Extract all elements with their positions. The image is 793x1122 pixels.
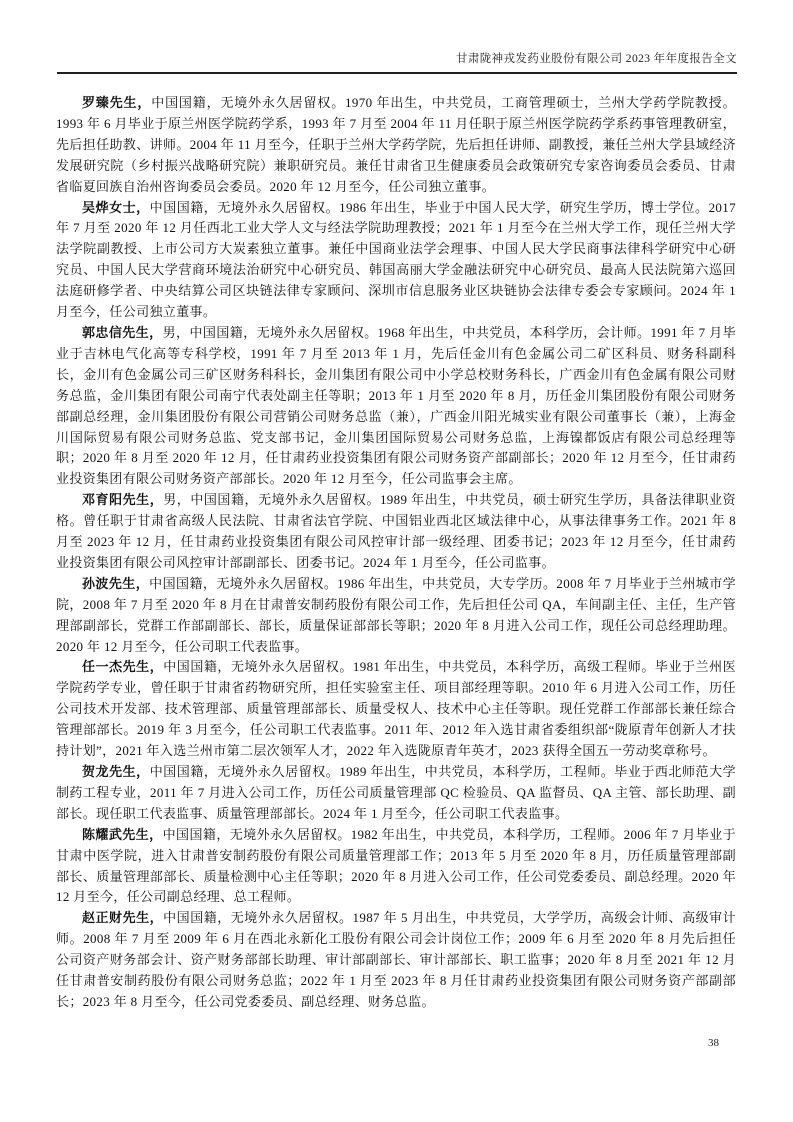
person-name: 任一杰先生， (82, 659, 164, 675)
header-divider (57, 72, 737, 74)
bio-text: 男，中国国籍，无境外永久居留权。1968 年出生，中共党员，本科学历，会计师。1991 年 7 月毕业于吉林电气化高等专科学校，1991 年 7 月至 2013 年 1 月，先后任金川有色金属公司二矿区科员、财务科副科长，金川有色金属公司三矿区财务科科长，金川集团有限公司中小学总校财务科长，广西金川有色金属有限公司财务总监，金川集团有限公司南宁代表处副主任等职；2013 年 1 月至 2020 年 8 月，历任金川集团股份有限公司财务部副总经理，金川集团股份有限公司营销公司财务总监（兼），广西金川阳光城实业有限公司董事长（兼），上海金川国际贸易有限公司财务总监、党支部书记，金川集团国际贸易公司财务总监，上海镍都饭店有限公司总经理等职；2020 年 8 月至 2020 年 12 月，任甘肃药业投资集团有限公司财务资产部副部长；2020 年 12 月至今，任甘肃药业投资集团有限公司财务资产部部长。2020 年 12 月至今，任公司监事会主席。 (56, 324, 736, 487)
bio-paragraph (56, 657, 736, 762)
bio-paragraph (56, 198, 736, 323)
bio-text: 中国国籍，无境外永久居留权。1986 年出生，毕业于中国人民大学，研究生学历，博士学位。2017 年 7 月至 2020 年 12 月任西北工业大学人文与经法学院助理教授；2021 年 1 月至今在兰州大学工作，现任兰州大学法学院副教授、上市公司方大炭素独立董事。兼任中国商业法学会理事、中国人民大学民商事法律科学研究中心研究员、中国人民大学营商环境法治研究中心研究员、韩国高丽大学金融法研究中心研究员、最高人民法院第六巡回法庭研修学者、中央结算公司区块链法律专家顾问、深圳市信息服务业区块链协会法律专委会专家顾问。2024 年 1 月至今，任公司独立董事。 (56, 199, 736, 320)
bio-text: 中国国籍，无境外永久居留权。1982 年出生，中共党员，本科学历，工程师。2006 年 7 月毕业于甘肃中医学院，进入甘肃普安制药股份有限公司质量管理部工作；2013 年 5 月至 2020 年 8 月，历任质量管理部副部长、质量管理部部长、质量检测中心主任等职；2020 年 8 月进入公司工作，任公司党委委员、副总经理。2020 年 12 月至今，任公司副总经理、总工程师。 (56, 826, 736, 905)
person-name: 贺龙先生， (82, 764, 150, 779)
bio-text: 中国国籍，无境外永久居留权。1989 年出生，中共党员，本科学历，工程师。毕业于西北师范大学制药工程专业，2011 年 7 月进入公司工作，历任公司质量管理部 QC 检验员、QA 监督员、QA 主管、部长助理、副部长。现任职工代表监事、质量管理部部长。2024 年 1 月至今，任公司职工代表监事。 (56, 764, 736, 821)
person-name: 吴烨女士， (82, 199, 150, 215)
person-name: 赵正财先生， (82, 910, 164, 926)
bio-paragraph (56, 93, 736, 198)
bio-text: 男，中国国籍，无境外永久居留权。1989 年出生，中共党员，硕士研究生学历，具备法律职业资格。曾任职于甘肃省高级人民法院、甘肃省法官学院、中国铝业西北区域法律中心，从事法律事务工作。2021 年 8 月至 2023 年 12 月，任甘肃药业投资集团有限公司风控审计部一级经理、团委书记；2023 年 12 月至今，任甘肃药业投资集团有限公司风控审计部副部长、团委书记。2024 年 1 月至今，任公司监事。 (56, 492, 736, 570)
person-name: 孙波先生， (82, 575, 150, 591)
person-name: 郭忠信先生， (82, 324, 163, 340)
bio-paragraph (56, 908, 736, 1013)
person-name: 陈耀武先生， (82, 826, 163, 842)
person-name: 罗臻先生， (82, 95, 152, 110)
bio-paragraph (56, 574, 736, 658)
bio-paragraph (56, 762, 736, 825)
page-number: 38 (708, 1037, 719, 1049)
bio-text: 中国国籍，无境外永久居留权。1987 年 5 月出生，中共党员，大学学历，高级会计师、高级审计师。2008 年 7 月至 2009 年 6 月在西北永新化工股份有限公司会计岗位工作；2009 年 6 月至 2020 年 8 月先后担任公司资产财务部会计、资产财务部部长助理、审计部副部长、审计部部长、职工监事；2020 年 8 月至 2021 年 12 月任甘肃普安制药股份有限公司财务总监；2022 年 1 月至 2023 年 8 月任甘肃药业投资集团有限公司财务资产部副部长；2023 年 8 月至今，任公司党委委员、副总经理、财务总监。 (56, 910, 736, 1009)
bio-paragraph (56, 825, 736, 909)
bio-paragraph (56, 490, 736, 574)
bio-text: 中国国籍，无境外永久居留权。1981 年出生，中共党员，本科学历，高级工程师。毕业于兰州医学院药学专业，曾任职于甘肃省药物研究所，担任实验室主任、项目部经理等职。2010 年 6 月进入公司工作，历任公司技术开发部、技术管理部、质量管理部部长、质量受权人、技术中心主任等职。现任党群工作部部长兼任综合管理部部长。2019 年 3 月至今，任公司职工代表监事。2011 年、2012 年入选甘肃省委组织部“陇原青年创新人才扶持计划”，2021 年入选兰州市第二层次领军人才，2022 年入选陇原青年英才，2023 获得全国五一劳动奖章称号。 (56, 659, 736, 759)
bio-section (56, 93, 736, 1013)
bio-text: 中国国籍，无境外永久居留权。1970 年出生，中共党员，工商管理硕士，兰州大学药学院教授。1993 年 6 月毕业于原兰州医学院药学系，1993 年 7 月至 2004 年 11 月任职于原兰州医学院药学系药事管理教研室，先后担任助教、讲师。2004 年 11 月至今，任职于兰州大学药学院，先后担任讲师、副教授，兼任兰州大学县域经济发展研究院（乡村振兴战略研究院）兼职研究员。兼任甘肃省卫生健康委员会政策研究专家咨询委员会委员、甘肃省临夏回族自治州咨询委员会委员。2020 年 12 月至今，任公司独立董事。 (56, 95, 736, 194)
bio-text: 中国国籍，无境外永久居留权。1986 年出生，中共党员，大专学历。2008 年 7 月毕业于兰州城市学院，2008 年 7 月至 2020 年 8 月在甘肃普安制药股份有限公司工作，先后担任公司 QA，车间副主任、主任，生产管理部副部长，党群工作部副部长、部长，质量保证部部长等职；2020 年 8 月进入公司工作，现任公司总经理助理。2020 年 12 月至今，任公司职工代表监事。 (56, 575, 736, 654)
report-header-title: 甘肃陇神戎发药业股份有限公司 2023 年年度报告全文 (455, 53, 737, 65)
bio-paragraph (56, 323, 736, 490)
person-name: 邓育阳先生， (82, 492, 164, 508)
